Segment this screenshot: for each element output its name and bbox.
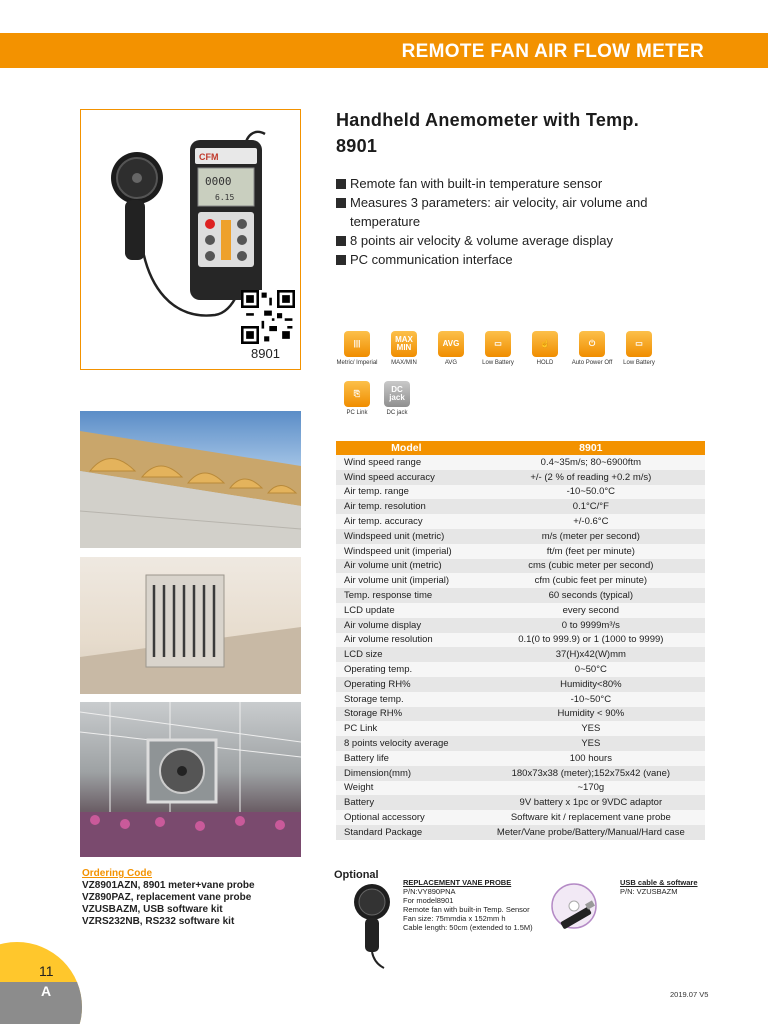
- spec-value: 0.1(0 to 999.9) or 1 (1000 to 9999): [477, 633, 705, 648]
- replacement-line: Remote fan with built-in Temp. Sensor: [403, 905, 530, 914]
- function-icon-label: Metric/ Imperial: [336, 360, 378, 366]
- spec-label: Operating RH%: [336, 677, 477, 692]
- spec-value: 0.4~35m/s; 80~6900ftm: [477, 455, 705, 470]
- table-header-row: [336, 441, 705, 455]
- product-heading: [336, 107, 639, 159]
- spec-value: Humidity < 90%: [477, 707, 705, 722]
- function-icon-label: Low Battery: [482, 360, 514, 366]
- table-row: [336, 721, 705, 736]
- function-icon-item: [333, 331, 381, 367]
- usb-title: USB cable & software: [620, 878, 698, 887]
- ceiling-vent-photo: [80, 557, 301, 694]
- spec-label: Wind speed range: [336, 455, 477, 470]
- spec-label: Wind speed accuracy: [336, 470, 477, 485]
- feature-list: [336, 174, 706, 269]
- spec-value: ~170g: [477, 781, 705, 796]
- spec-label: Windspeed unit (metric): [336, 529, 477, 544]
- product-model-number: 8901: [336, 136, 378, 156]
- spec-label: Air volume resolution: [336, 633, 477, 648]
- table-row: [336, 751, 705, 766]
- spec-value: 100 hours: [477, 751, 705, 766]
- function-icon-item: [615, 331, 663, 367]
- function-icon-label: Low Battery: [623, 360, 655, 366]
- function-icon-item: [474, 331, 522, 367]
- replacement-line: For model8901: [403, 896, 454, 905]
- specification-table: [336, 441, 705, 840]
- usb-part-number: P/N: VZUSBAZM: [620, 887, 678, 896]
- table-row: [336, 470, 705, 485]
- function-icon-item: [568, 331, 616, 367]
- spec-label: Weight: [336, 781, 477, 796]
- table-header-value: 8901: [477, 441, 705, 455]
- table-row: [336, 736, 705, 751]
- replacement-line: Fan size: 75mmdia x 152mm h: [403, 914, 506, 923]
- spec-label: Air volume unit (metric): [336, 559, 477, 574]
- greenhouse-exterior-photo: [80, 411, 301, 548]
- table-row: [336, 781, 705, 796]
- spec-value: 0.1°C/°F: [477, 499, 705, 514]
- spec-label: Storage RH%: [336, 707, 477, 722]
- spec-label: LCD size: [336, 647, 477, 662]
- ordering-code-item: VZ890PAZ, replacement vane probe: [82, 892, 252, 903]
- spec-label: Standard Package: [336, 825, 477, 840]
- spec-label: Air temp. accuracy: [336, 514, 477, 529]
- dc-jack-icon: DC jack: [384, 381, 410, 407]
- replacement-title: REPLACEMENT VANE PROBE: [403, 878, 512, 887]
- function-icon-label: MAX/MIN: [391, 360, 417, 366]
- spec-value: 37(H)x42(W)mm: [477, 647, 705, 662]
- function-icon-item: [427, 331, 475, 367]
- qr-code-icon[interactable]: [241, 290, 295, 344]
- spec-label: Storage temp.: [336, 692, 477, 707]
- table-row: [336, 677, 705, 692]
- feature-item: Remote fan with built-in temperature sensor: [336, 174, 706, 193]
- spec-value: 0~50°C: [477, 662, 705, 677]
- spec-value: YES: [477, 721, 705, 736]
- function-icon-label: PC Link: [346, 410, 368, 416]
- spec-value: cfm (cubic feet per minute): [477, 573, 705, 588]
- header-banner: [0, 33, 768, 68]
- spec-value: +/- (2 % of reading +0.2 m/s): [477, 470, 705, 485]
- svg-text:CFM: CFM: [199, 152, 219, 162]
- function-icon-label: AVG: [444, 360, 458, 366]
- pc-link-icon: ⎘: [344, 381, 370, 407]
- table-row: [336, 485, 705, 500]
- table-row: [336, 573, 705, 588]
- greenhouse-interior-photo: [80, 702, 301, 857]
- spec-label: Windspeed unit (imperial): [336, 544, 477, 559]
- spec-value: +/-0.6°C: [477, 514, 705, 529]
- ordering-code-item: VZRS232NB, RS232 software kit: [82, 916, 235, 927]
- table-row: [336, 559, 705, 574]
- table-row: [336, 795, 705, 810]
- auto-power-off-icon: ⏻: [579, 331, 605, 357]
- spec-value: Software kit / replacement vane probe: [477, 810, 705, 825]
- table-row: [336, 633, 705, 648]
- table-row: [336, 603, 705, 618]
- table-row: [336, 529, 705, 544]
- table-row: [336, 544, 705, 559]
- table-row: [336, 647, 705, 662]
- spec-label: 8 points velocity average: [336, 736, 477, 751]
- spec-value: 0 to 9999m³/s: [477, 618, 705, 633]
- table-row: [336, 810, 705, 825]
- version-date: 2019.07 V5: [670, 990, 709, 999]
- table-row: [336, 499, 705, 514]
- replacement-vane-probe-info: [403, 878, 533, 932]
- spec-value: 9V battery x 1pc or 9VDC adaptor: [477, 795, 705, 810]
- spec-label: Optional accessory: [336, 810, 477, 825]
- product-image-box: [80, 109, 301, 370]
- spec-label: Air temp. resolution: [336, 499, 477, 514]
- spec-value: 60 seconds (typical): [477, 588, 705, 603]
- banner-title: REMOTE FAN AIR FLOW METER: [401, 41, 704, 62]
- function-icon-item: [373, 381, 421, 417]
- usb-software-info: [620, 878, 698, 896]
- svg-text:6.15: 6.15: [215, 193, 235, 202]
- usb-cable-software-image: [546, 880, 612, 938]
- svg-text:0000: 0000: [205, 175, 232, 188]
- function-icon-item: [380, 331, 428, 367]
- spec-value: 180x73x38 (meter);152x75x42 (vane): [477, 766, 705, 781]
- spec-value: ft/m (feet per minute): [477, 544, 705, 559]
- spec-label: Battery: [336, 795, 477, 810]
- spec-value: YES: [477, 736, 705, 751]
- feature-item: PC communication interface: [336, 250, 706, 269]
- table-row: [336, 766, 705, 781]
- feature-item: 8 points air velocity & volume average display: [336, 231, 706, 250]
- low-battery-icon: ▭: [485, 331, 511, 357]
- replacement-line: Cable length: 50cm (extended to 1.5M): [403, 923, 533, 932]
- table-row: [336, 618, 705, 633]
- ordering-code: [82, 868, 255, 928]
- spec-label: Air temp. range: [336, 485, 477, 500]
- spec-value: m/s (meter per second): [477, 529, 705, 544]
- page-number: 11: [39, 963, 54, 979]
- spec-label: PC Link: [336, 721, 477, 736]
- spec-label: LCD update: [336, 603, 477, 618]
- function-icons: [333, 331, 673, 421]
- product-title: Handheld Anemometer with Temp.: [336, 110, 640, 130]
- table-row: [336, 455, 705, 470]
- spec-label: Battery life: [336, 751, 477, 766]
- feature-item: Measures 3 parameters: air velocity, air volume and temperature: [336, 193, 706, 231]
- table-header-model: Model: [336, 441, 477, 455]
- spec-value: -10~50°C: [477, 692, 705, 707]
- optional-title: Optional: [334, 869, 379, 881]
- product-model-label: 8901: [251, 346, 280, 361]
- function-icon-item: [521, 331, 569, 367]
- function-icon-label: HOLD: [536, 360, 554, 366]
- spec-value: every second: [477, 603, 705, 618]
- spec-label: Temp. response time: [336, 588, 477, 603]
- spec-label: Air volume unit (imperial): [336, 573, 477, 588]
- hold-icon: ☝: [532, 331, 558, 357]
- low-battery-icon: ▭: [626, 331, 652, 357]
- ordering-code-item: VZ8901AZN, 8901 meter+vane probe: [82, 880, 255, 891]
- page-section-letter: A: [41, 983, 52, 999]
- replacement-line: P/N:VY890PNA: [403, 887, 456, 896]
- table-row: [336, 662, 705, 677]
- ordering-code-item: VZUSBAZM, USB software kit: [82, 904, 223, 915]
- spec-value: cms (cubic meter per second): [477, 559, 705, 574]
- table-row: [336, 588, 705, 603]
- table-row: [336, 707, 705, 722]
- function-icon-label: DC jack: [386, 410, 408, 416]
- spec-value: -10~50.0°C: [477, 485, 705, 500]
- max-min-icon: MAX MIN: [391, 331, 417, 357]
- spec-value: Meter/Vane probe/Battery/Manual/Hard case: [477, 825, 705, 840]
- vane-probe-image: [350, 880, 398, 970]
- function-icon-label: Auto Power Off: [571, 360, 613, 366]
- table-row: [336, 825, 705, 840]
- spec-label: Air volume display: [336, 618, 477, 633]
- table-row: [336, 692, 705, 707]
- spec-value: Humidity<80%: [477, 677, 705, 692]
- metric-imperial-icon: |||: [344, 331, 370, 357]
- ordering-code-title: Ordering Code: [82, 868, 153, 879]
- avg-icon: AVG: [438, 331, 464, 357]
- spec-label: Operating temp.: [336, 662, 477, 677]
- table-row: [336, 514, 705, 529]
- spec-label: Dimension(mm): [336, 766, 477, 781]
